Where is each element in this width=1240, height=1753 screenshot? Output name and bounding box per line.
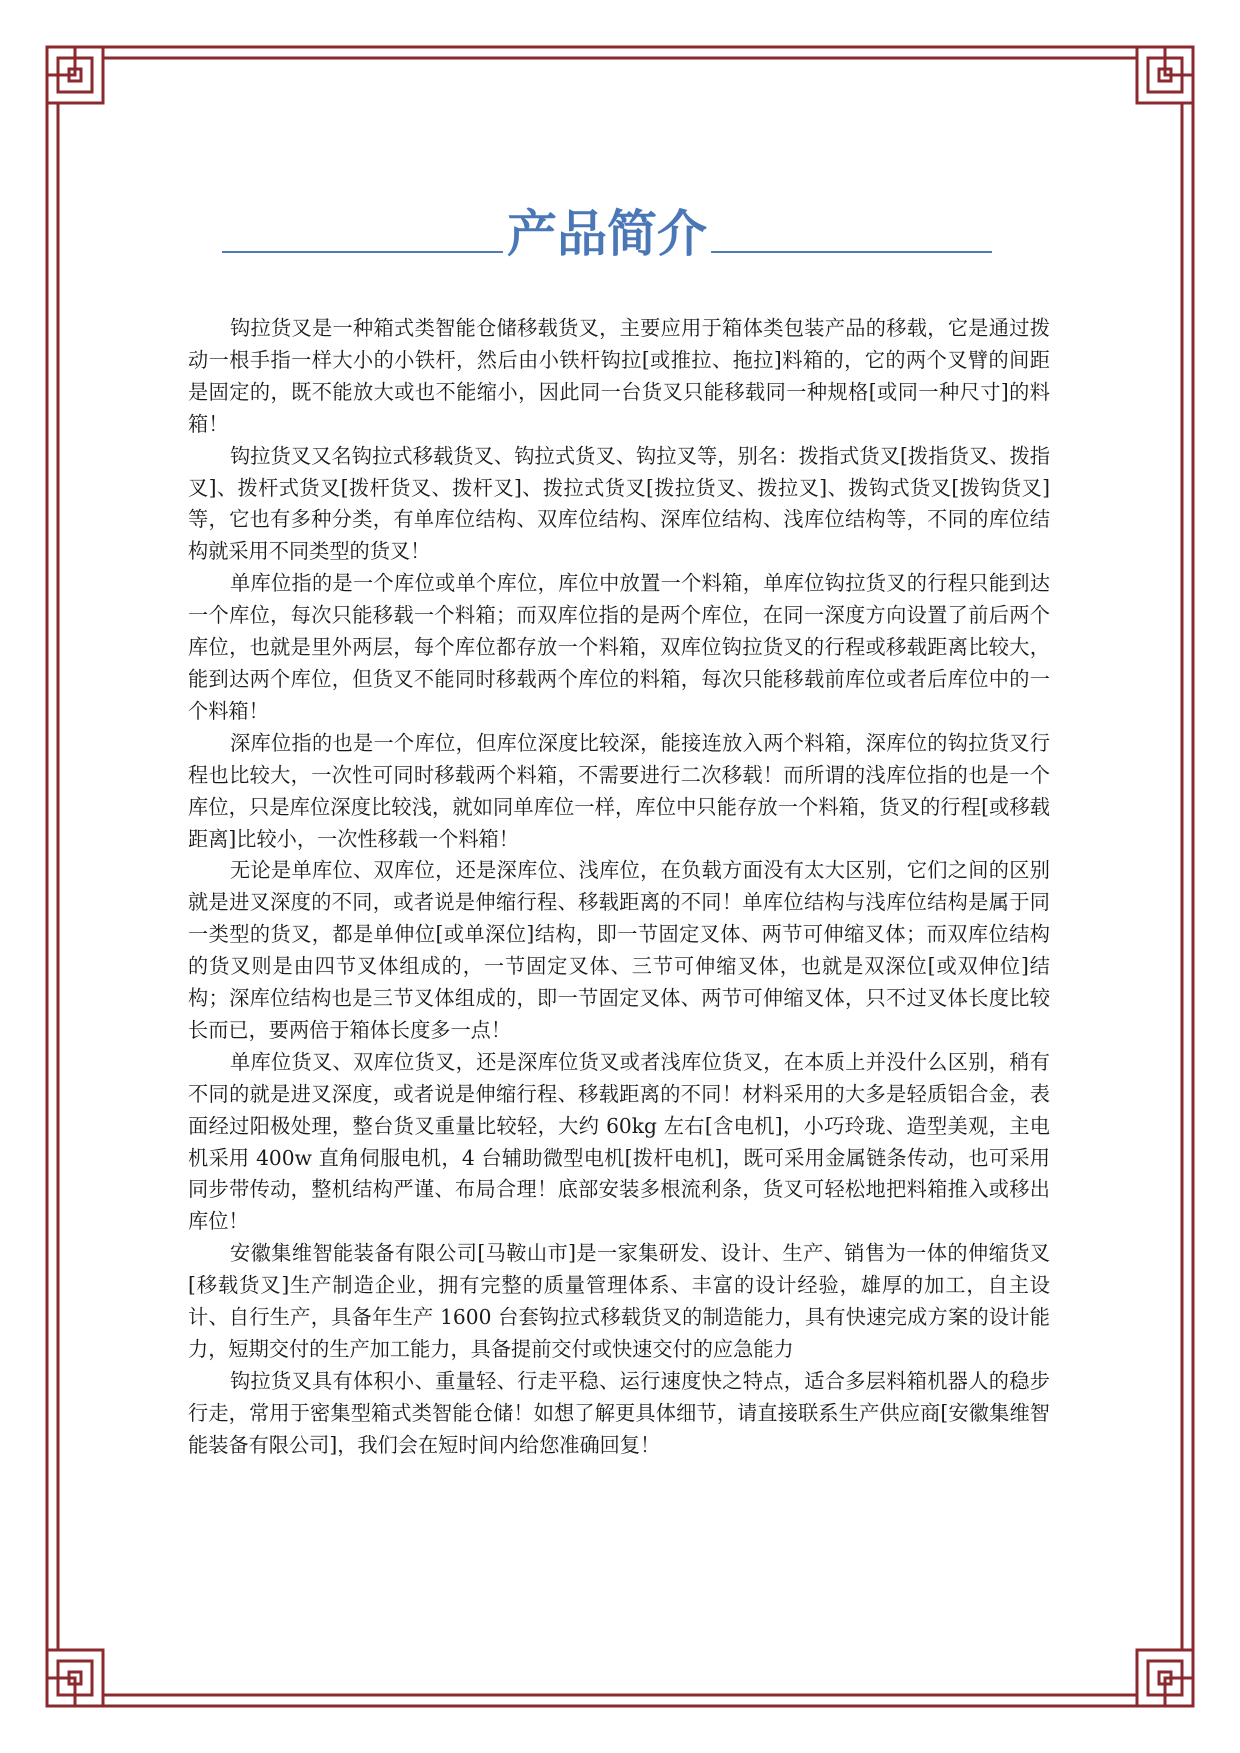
paragraph: 深库位指的也是一个库位，但库位深度比较深，能接连放入两个料箱，深库位的钩拉货叉行程也比较大，一次性可同时移载两个料箱，不需要进行二次移载！而所谓的浅库位指的也是一个库位，只是库位深度比较浅，就如同单库位一样，库位中只能存放一个料箱，货叉的行程[或移载距离]比较小，一次性移载一个料箱！ (188, 730, 1050, 851)
body-text (188, 313, 1050, 1462)
paragraph: 安徽集维智能装备有限公司[马鞍山市]是一家集研发、设计、生产、销售为一体的伸缩货叉[移载货叉]生产制造企业，拥有完整的质量管理体系、丰富的设计经验，雄厚的加工，自主设计、自行生产，具备年生产 1600 台套钩拉式移载货叉的制造能力，具有快速完成方案的设计能力，短期交付的生产加工能力，具备提前交付或快速交付的应急能力 (188, 1241, 1050, 1361)
title-block (222, 195, 992, 265)
title-underline-right (711, 251, 992, 253)
paragraph: 钩拉货叉是一种箱式类智能仓储移载货叉，主要应用于箱体类包装产品的移载，它是通过拨动一根手指一样大小的小铁杆，然后由小铁杆钩拉[或推拉、拖拉]料箱的，它的两个叉臂的间距是固定的，既不能放大或也不能缩小，因此同一台货叉只能移载同一种规格[或同一种尺寸]的料箱！ (188, 316, 1050, 436)
title-underline-left (222, 251, 503, 253)
paragraph: 钩拉货叉具有体积小、重量轻、行走平稳、运行速度快之特点，适合多层料箱机器人的稳步行走，常用于密集型箱式类智能仓储！如想了解更具体细节，请直接联系生产供应商[安徽集维智能装备有限公司]，我们会在短时间内给您准确回复！ (188, 1368, 1050, 1457)
paragraph: 单库位货叉、双库位货叉，还是深库位货叉或者浅库位货叉，在本质上并没什么区别，稍有不同的就是进叉深度，或者说是伸缩行程、移载距离的不同！材料采用的大多是轻质铝合金，表面经过阳极处理，整台货叉重量比较轻，大约 60kg 左右[含电机]，小巧玲珑、造型美观，主电机采用 400w 直角伺服电机，4 台辅助微型电机[拨杆电机]，既可采用金属链条传动，也可采用同步带传动，整机结构严谨、布局合理！底部安装多根流利条，货叉可轻松地把料箱推入或移出库位！ (188, 1049, 1050, 1234)
paragraph: 无论是单库位、双库位，还是深库位、浅库位，在负载方面没有太大区别，它们之间的区别就是进叉深度的不同，或者说是伸缩行程、移载距离的不同！单库位结构与浅库位结构是属于同一类型的货叉，都是单伸位[或单深位]结构，即一节固定叉体、两节可伸缩叉体；而双库位结构的货叉则是由四节叉体组成的，一节固定叉体、三节可伸缩叉体，也就是双深位[或双伸位]结构；深库位结构也是三节叉体组成的，即一节固定叉体、两节可伸缩叉体，只不过叉体长度比较长而已，要两倍于箱体长度多一点！ (188, 858, 1050, 1042)
page-title: 产品简介 (507, 205, 707, 263)
paragraph: 钩拉货叉又名钩拉式移载货叉、钩拉式货叉、钩拉叉等，别名：拨指式货叉[拨指货叉、拨指叉]、拨杆式货叉[拨杆货叉、拨杆叉]、拨拉式货叉[拨拉货叉、拨拉叉]、拨钩式货叉[拨钩货叉]等，它也有多种分类，有单库位结构、双库位结构、深库位结构、浅库位结构等，不同的库位结构就采用不同类型的货叉！ (188, 443, 1050, 564)
paragraph: 单库位指的是一个库位或单个库位，库位中放置一个料箱，单库位钩拉货叉的行程只能到达一个库位，每次只能移载一个料箱；而双库位指的是两个库位，在同一深度方向设置了前后两个库位，也就是里外两层，每个库位都存放一个料箱，双库位钩拉货叉的行程或移载距离比较大，能到达两个库位，但货叉不能同时移载两个库位的料箱，每次只能移载前库位或者后库位中的一个料箱！ (188, 571, 1050, 723)
